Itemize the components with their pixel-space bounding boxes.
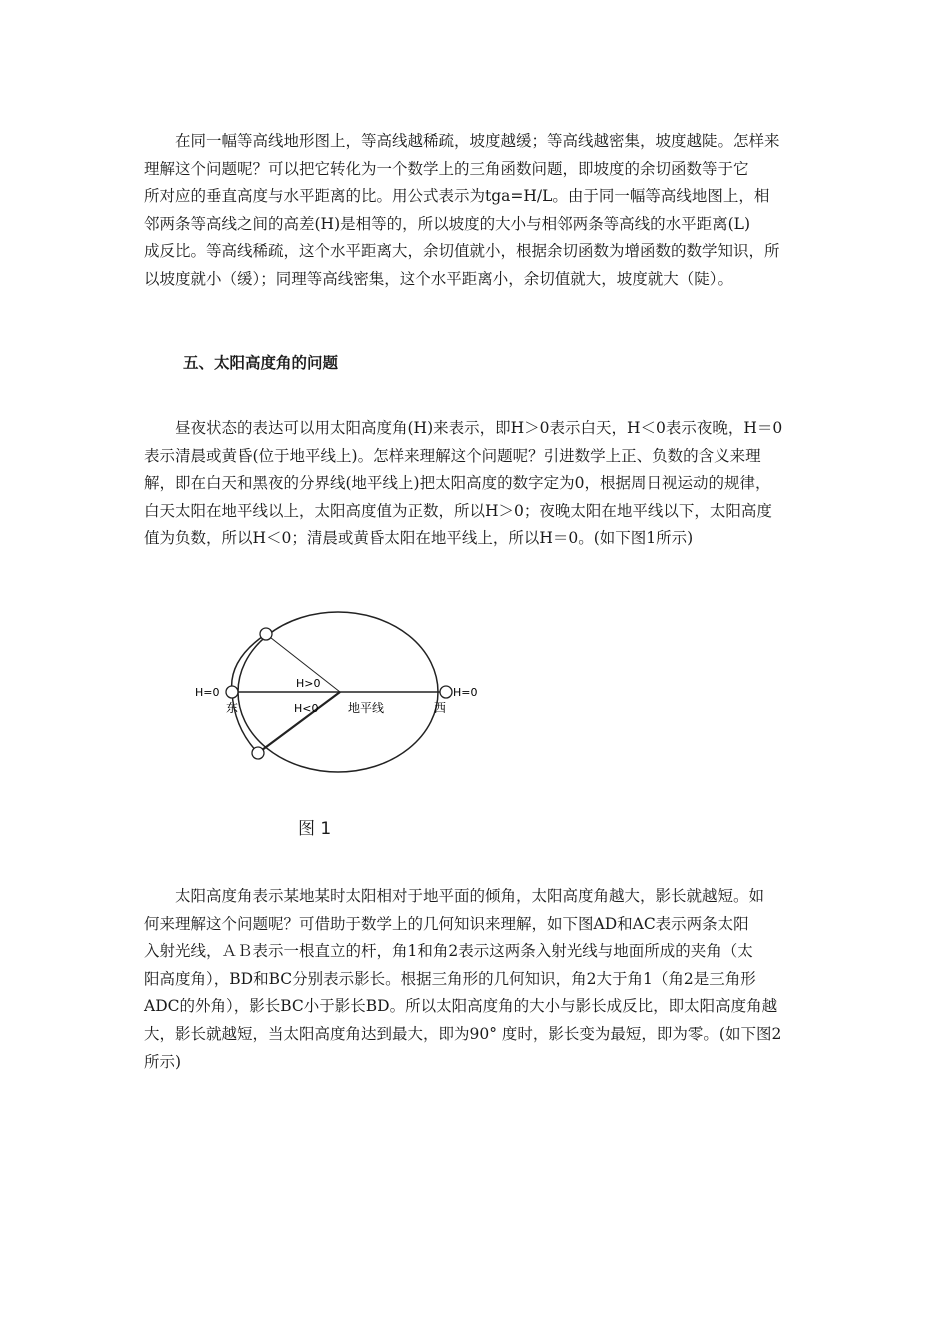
label-h0-left: H=0	[195, 686, 220, 699]
text-line: 阳高度角），BD和BC分别表示影长。根据三角形的几何知识，角2大于角1（角2是三角形	[144, 969, 756, 988]
paragraph-solar-altitude	[144, 415, 808, 553]
text-line: 昼夜状态的表达可以用太阳高度角(H)来表示，即H＞0表示白天，H＜0表示夜晚，H＝0	[144, 419, 783, 437]
text-line: 值为负数，所以H＜0；清晨或黄昏太阳在地平线上，所以H＝0。(如下图1所示)	[144, 529, 694, 548]
label-west: 西	[434, 701, 447, 715]
figure-1-diagram	[190, 610, 490, 770]
text-line: 表示清晨或黄昏(位于地平线上)。怎样来理解这个问题呢？引进数学上正、负数的含义来理	[144, 446, 761, 465]
text-line: 入射光线，ＡＢ表示一根直立的杆，角1和角2表示这两条入射光线与地面所成的夹角（太	[144, 942, 753, 961]
text-line: 成反比。等高线稀疏，这个水平距离大，余切值就小，根据余切函数为增函数的数学知识，所	[144, 242, 780, 261]
section-heading: 五、太阳高度角的问题	[183, 354, 339, 372]
text-line: 在同一幅等高线地形图上，等高线越稀疏，坡度越缓；等高线越密集，坡度越陡。怎样来	[144, 132, 780, 150]
text-line: 太阳高度角表示某地某时太阳相对于地平面的倾角，太阳高度角越大，影长就越短。如	[144, 887, 765, 905]
sun-position-bottom	[252, 747, 264, 759]
text-line: 何来理解这个问题呢？可借助于数学上的几何知识来理解，如下图AD和AC表示两条太阳	[144, 914, 749, 933]
text-line: 所示)	[144, 1052, 182, 1071]
text-line: 理解这个问题呢？可以把它转化为一个数学上的三角函数问题，即坡度的余切函数等于它	[144, 159, 749, 178]
text-line: 大，影长就越短，当太阳高度角达到最大，即为90° 度时，影长变为最短，即为零。(如下图2	[144, 1024, 782, 1043]
sun-position-top	[260, 628, 272, 640]
text-line: 白天太阳在地平线以上，太阳高度值为正数，所以H＞0；夜晚太阳在地平线以下，太阳高度	[144, 501, 772, 520]
text-line: 邻两条等高线之间的高差(H)是相等的，所以坡度的大小与相邻两条等高线的水平距离(L)	[144, 214, 751, 233]
text-line: 解，即在白天和黑夜的分界线(地平线上)把太阳高度的数字定为0，根据周日视运动的规律，	[144, 474, 771, 493]
label-h0-right: H=0	[453, 686, 478, 699]
text-line: 以坡度就小（缓）；同理等高线密集，这个水平距离小，余切值就大，坡度就大（陡）。	[144, 269, 734, 288]
text-line: 所对应的垂直高度与水平距离的比。用公式表示为tga=H/L。由于同一幅等高线地图上，相	[144, 187, 770, 206]
label-east: 东	[226, 701, 239, 715]
figure-1	[190, 610, 490, 774]
label-h-positive: H>0	[296, 677, 321, 690]
label-h-negative: H<0	[294, 702, 319, 715]
text-line: ADC的外角），影长BC小于影长BD。所以太阳高度角的大小与影长成反比，即太阳高度角越	[144, 997, 778, 1016]
paragraph-contour-slope	[144, 128, 808, 294]
paragraph-shadow-length	[144, 883, 808, 1076]
label-horizon: 地平线	[348, 701, 385, 715]
sun-position-west	[440, 686, 452, 698]
sun-position-east	[226, 686, 238, 698]
figure-1-caption: 图 1	[298, 819, 332, 839]
